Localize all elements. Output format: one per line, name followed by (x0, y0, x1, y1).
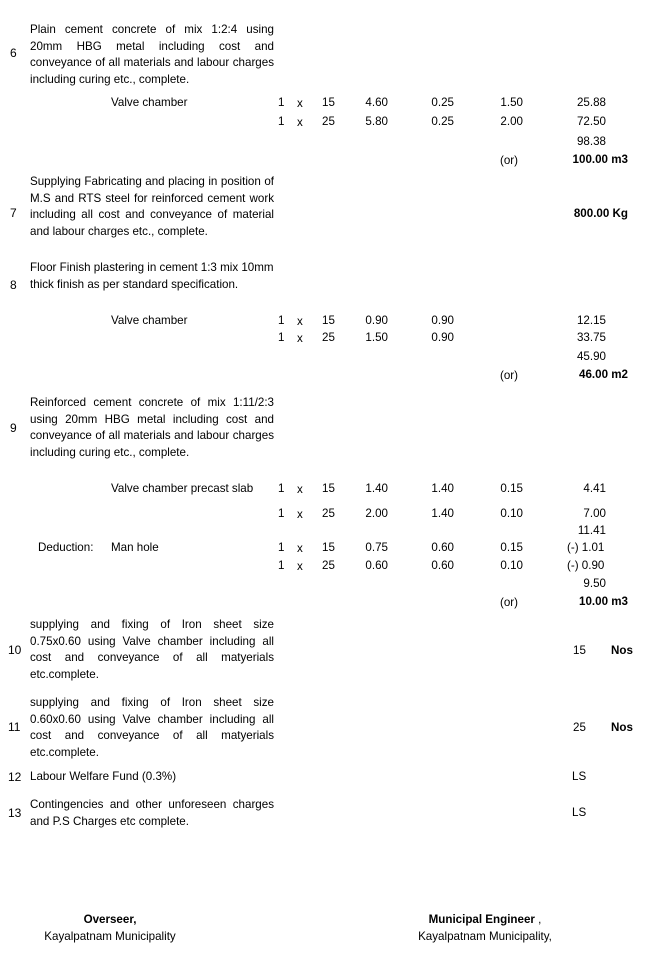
breadth: 1.40 (431, 482, 454, 495)
item-number: 13 (8, 806, 22, 820)
breadth: 0.90 (431, 331, 454, 344)
times-sign: x (297, 483, 303, 496)
total-amount: 98.38 (576, 135, 606, 148)
item-description: Floor Finish plastering in cement 1:3 mix 10mm thick finish as per standard specification. (30, 261, 274, 291)
length: 2.00 (365, 507, 388, 520)
times-sign: x (297, 508, 303, 521)
times-sign: x (297, 560, 303, 573)
amount: 25.88 (576, 96, 606, 109)
quantity: 25 (322, 331, 335, 344)
signatory-title-comma: , (534, 913, 542, 926)
item-number: 12 (8, 770, 22, 784)
item-description: Plain cement concrete of mix 1:2:4 using 20mm HBG metal including cost and conveyance of all materials and labour charges including curing etc., complete. (30, 23, 274, 86)
item-description: Reinforced cement concrete of mix 1:11/2:3 using 20mm HBG metal including cost and conveyance of all materials and labour charges including curing etc., complete. (30, 396, 274, 459)
breadth: 0.25 (431, 115, 454, 128)
quantity: 15 (322, 541, 335, 554)
measurement-label: Valve chamber (111, 96, 188, 109)
count: 1 (278, 559, 285, 572)
item-description: supplying and fixing of Iron sheet size 0.75x0.60 using Valve chamber including all cost and conveyance of all matyerials etc.complete. (30, 618, 274, 681)
measurement-label: Valve chamber precast slab (111, 482, 254, 495)
quantity: LS (572, 806, 587, 819)
item-description: supplying and fixing of Iron sheet size 0.60x0.60 using Valve chamber including all cost and conveyance of all matyerials etc.complete. (30, 696, 274, 759)
quantity: 25 (322, 507, 335, 520)
item-number: 6 (10, 46, 17, 60)
times-sign: x (297, 542, 303, 555)
breadth: 0.60 (431, 541, 454, 554)
length: 0.75 (365, 541, 388, 554)
times-sign: x (297, 116, 303, 129)
depth: 2.00 (500, 115, 523, 128)
or-label: (or) (500, 154, 519, 167)
amount: (-) 0.90 (567, 559, 605, 572)
quantity: 15 (322, 314, 335, 327)
item-number: 10 (8, 643, 22, 657)
breadth: 0.90 (431, 314, 454, 327)
times-sign: x (297, 332, 303, 345)
quantity: LS (572, 770, 587, 783)
amount: 7.00 (583, 507, 606, 520)
length: 0.60 (365, 559, 388, 572)
depth: 0.10 (500, 559, 523, 572)
or-label: (or) (500, 596, 519, 609)
amount: 72.50 (576, 115, 606, 128)
depth: 0.15 (500, 482, 523, 495)
amount: 4.41 (583, 482, 606, 495)
signatory-organization: Kayalpatnam Municipality, (418, 930, 552, 943)
count: 1 (278, 482, 285, 495)
count: 1 (278, 331, 285, 344)
breadth: 0.25 (431, 96, 454, 109)
quantity: 15 (322, 96, 335, 109)
count: 1 (278, 507, 285, 520)
quantity: 25 (322, 115, 335, 128)
quantity: 15 (573, 644, 586, 657)
amount: 12.15 (576, 314, 606, 327)
deduction-label: Deduction: (38, 541, 94, 554)
depth: 1.50 (500, 96, 523, 109)
item-number: 8 (10, 278, 17, 292)
length: 0.90 (365, 314, 388, 327)
quantity: 25 (573, 721, 586, 734)
breadth: 1.40 (431, 507, 454, 520)
signatory-title-text: Municipal Engineer (428, 913, 535, 926)
signatory-title: Overseer, (83, 913, 137, 926)
item-number: 11 (8, 720, 21, 734)
count: 1 (278, 541, 285, 554)
times-sign: x (297, 315, 303, 328)
or-label: (or) (500, 369, 519, 382)
subtotal-amount: 11.41 (577, 524, 606, 537)
quantity: 15 (322, 482, 335, 495)
amount: 33.75 (576, 331, 606, 344)
count: 1 (278, 314, 285, 327)
item-description: Supplying Fabricating and placing in position of M.S and RTS steel for reinforced cement work including all cost and conveyance of material and labour charges etc., complete. (30, 175, 274, 238)
final-quantity: 10.00 m3 (579, 595, 628, 608)
total-amount: 9.50 (583, 577, 606, 590)
deduction-item: Man hole (111, 541, 159, 554)
item-number: 7 (10, 206, 17, 220)
signatory-title (405, 912, 565, 927)
breadth: 0.60 (431, 559, 454, 572)
times-sign: x (297, 97, 303, 110)
length: 1.40 (365, 482, 388, 495)
final-quantity: 800.00 Kg (573, 207, 628, 220)
depth: 0.10 (500, 507, 523, 520)
total-amount: 45.90 (576, 350, 606, 363)
length: 4.60 (365, 96, 388, 109)
length: 1.50 (365, 331, 388, 344)
item-description: Labour Welfare Fund (0.3%) (30, 770, 177, 783)
unit: Nos (611, 644, 633, 657)
measurement-label: Valve chamber (111, 314, 188, 327)
final-quantity: 46.00 m2 (579, 368, 628, 381)
signatory-organization: Kayalpatnam Municipality (44, 930, 176, 943)
quantity: 25 (322, 559, 335, 572)
depth: 0.15 (500, 541, 523, 554)
count: 1 (278, 115, 285, 128)
amount: (-) 1.01 (567, 541, 605, 554)
item-number: 9 (10, 421, 17, 435)
item-description: Contingencies and other unforeseen charges and P.S Charges etc complete. (30, 798, 274, 828)
count: 1 (278, 96, 285, 109)
final-quantity: 100.00 m3 (572, 153, 628, 166)
unit: Nos (611, 721, 633, 734)
length: 5.80 (365, 115, 388, 128)
